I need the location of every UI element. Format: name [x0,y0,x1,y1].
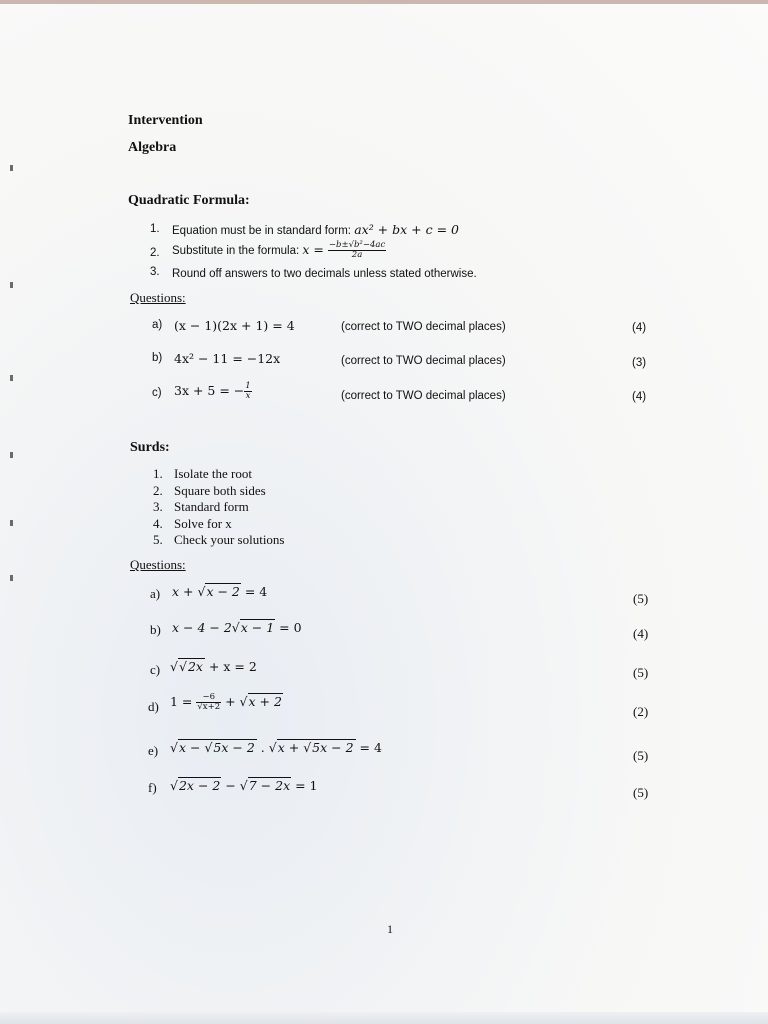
document-subject: Algebra [128,140,177,155]
surds-question-c-inner-root: 2x [187,659,203,674]
surds-step-1-text: Isolate the root [174,466,252,481]
quadratic-questions-label: Questions: [130,290,186,305]
quadratic-question-a-marks: (4) [632,322,647,334]
quadratic-formula-prefix: x = [302,242,328,258]
surds-questions-label: Questions: [130,557,186,572]
surds-step-1-num: 1. [153,466,163,481]
surds-question-e-equation: √x − √5x − 2 . √x + √5x − 2 = 4 [170,740,382,755]
quadratic-question-c-note: (correct to TWO decimal places) [341,390,506,402]
surds-question-f-post: = 1 [291,778,318,793]
quadratic-question-c-denominator: x [245,391,251,401]
surds-question-c-equation: √√2x + x = 2 [170,659,257,674]
surds-question-d-root: x + 2 [248,694,282,709]
margin-mark [10,575,13,581]
surds-step-3-num: 3. [153,499,163,514]
surds-step-3-text: Standard form [174,499,249,514]
surds-question-d-denominator: √x+2 [197,702,221,712]
surds-question-e-root2-inner: 5x − 2 [312,740,354,755]
surds-question-d-fraction [196,693,221,712]
surds-question-a-marks: (5) [633,591,649,606]
surds-question-a-post: = 4 [240,584,268,599]
surds-question-b-label: b) [150,622,161,637]
quadratic-question-a-label: a) [152,319,163,331]
surds-question-b-root: x − 1 [240,620,275,635]
surds-question-f-equation: √2x − 2 − √7 − 2x = 1 [170,778,318,793]
quadratic-question-c-fraction [244,382,251,401]
surds-question-d-pre: 1 = [170,694,197,709]
margin-mark [10,452,13,458]
quadratic-question-c-numerator: 1 [245,381,251,391]
surds-question-d-marks: (2) [633,704,649,719]
quadratic-question-b-label: b) [152,352,163,364]
quadratic-step-3-text: Round off answers to two decimals unless stated otherwise. [172,268,477,280]
margin-mark [10,520,13,526]
quadratic-question-c-marks: (4) [632,391,647,403]
surds-question-e-root1-pre: x − [178,740,205,755]
quadratic-step-2-num: 2. [150,247,160,259]
surds-question-d-equation: 1 = $\frac{-6}{√x+2}$ + √x + 2 [170,692,282,712]
scan-edge-bottom [0,1012,768,1024]
surds-question-a-label: a) [150,586,161,601]
surds-question-d-label: d) [148,699,159,714]
quadratic-question-c-label: c) [152,387,162,399]
surds-question-f-marks: (5) [633,785,649,800]
quadratic-question-c-equation [174,382,252,401]
margin-mark [10,282,13,288]
quadratic-formula-fraction [328,241,386,260]
margin-mark [10,375,13,381]
scan-edge-top [0,0,768,4]
surds-question-b-equation: x − 4 − 2√x − 1 = 0 [172,620,302,635]
quadratic-step-1-text: Equation must be in standard form: [172,225,355,237]
surds-question-c-marks: (5) [633,665,649,680]
margin-mark [10,165,13,171]
surds-step-2-text: Square both sides [174,483,266,498]
surds-question-b-marks: (4) [633,626,649,641]
quadratic-step-2-text: Substitute in the formula: [172,245,303,258]
quadratic-formula-numerator: −b±√b²−4ac [328,240,386,250]
quadratic-question-b-note: (correct to TWO decimal places) [341,355,506,367]
quadratic-question-b-equation: 4x² − 11 = −12x [174,351,281,366]
surds-step-5-text: Check your solutions [174,532,285,547]
surds-question-b-post: = 0 [275,620,302,635]
quadratic-question-c-prefix: 3x + 5 = − [174,383,245,399]
surds-question-e-root1-inner: 5x − 2 [213,740,255,755]
surds-question-a-root: x − 2 [206,584,240,599]
surds-step-4-text: Solve for x [174,516,232,531]
quadratic-step-1 [172,221,459,239]
surds-step-5-num: 5. [153,532,163,547]
quadratic-question-b-marks: (3) [632,357,647,369]
surds-question-c-label: c) [150,662,161,677]
surds-question-e-marks: (5) [633,748,649,763]
surds-question-e-label: e) [148,743,159,758]
surds-step-4-num: 4. [153,516,163,531]
surds-question-e-root2-pre: x + [277,740,304,755]
quadratic-question-a-note: (correct to TWO decimal places) [341,321,506,333]
surds-heading: Surds: [130,440,170,455]
surds-question-f-root1: 2x − 2 [178,778,221,793]
surds-question-a-equation: x + √x − 2 = 4 [172,584,268,599]
surds-question-a-pre: x + [172,584,198,599]
quadratic-question-a-equation: (x − 1)(2x + 1) = 4 [174,318,295,333]
quadratic-step-1-num: 1. [150,223,160,235]
surds-question-d-numerator: −6 [196,693,221,703]
surds-question-e-post: = 4 [355,740,382,755]
document-title: Intervention [128,113,203,128]
surds-question-d-mid: + [221,694,240,709]
surds-question-c-post: + x = 2 [204,659,257,674]
quadratic-step-1-math: ax² + bx + c = 0 [354,222,459,237]
surds-question-f-label: f) [148,780,157,795]
surds-question-e-dot: . [256,740,269,755]
quadratic-formula-denominator: 2a [351,250,363,260]
quadratic-step-3-num: 3. [150,266,160,278]
surds-question-b-pre: x − 4 − 2 [172,620,232,635]
surds-step-2-num: 2. [153,483,163,498]
quadratic-step-2 [172,241,386,260]
surds-question-f-root2: 7 − 2x [248,778,291,793]
quadratic-heading: Quadratic Formula: [128,193,250,208]
surds-question-f-mid: − [221,778,240,793]
page-number: 1 [387,922,393,936]
